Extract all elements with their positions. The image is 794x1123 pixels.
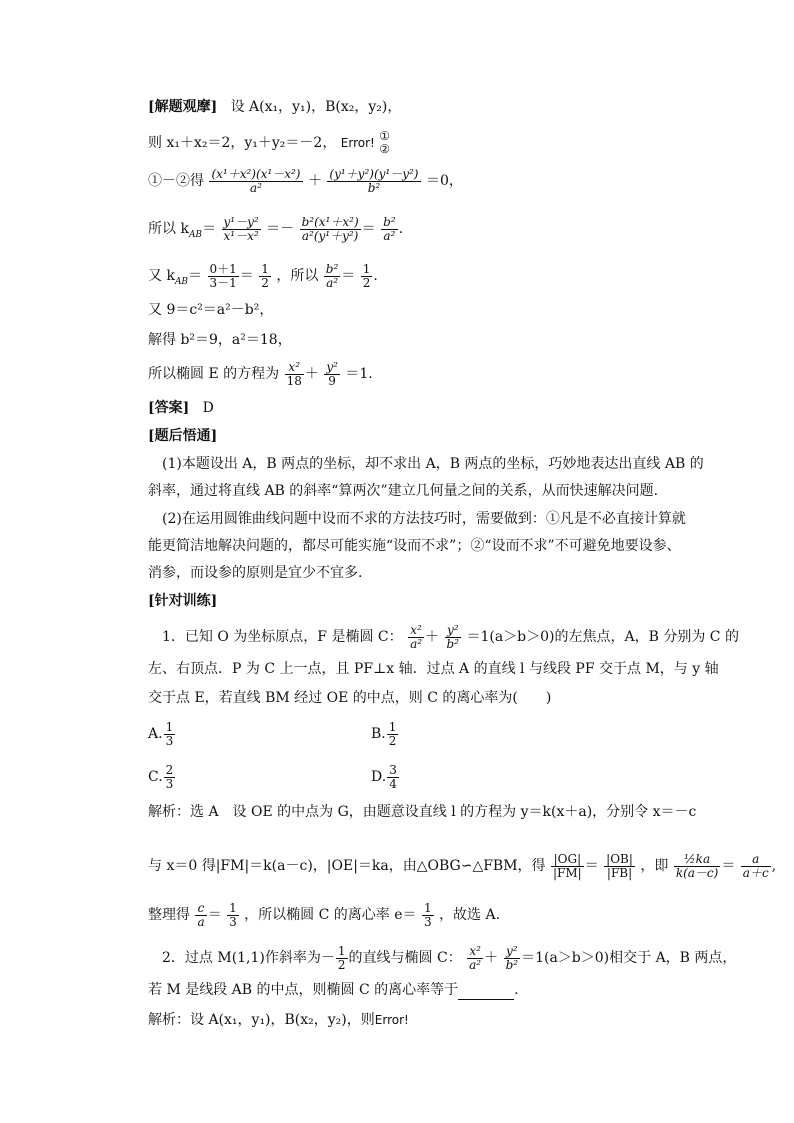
ellipse-line: 所以椭圆 E 的方程为 $\frac{\text{x²}}{18}$ ＋ $\frac{\text{y²}}{9}$ ＝1. — [148, 360, 373, 388]
q2-text-end: . — [514, 982, 519, 998]
kab-end: . — [398, 221, 404, 238]
circle-stack — [379, 130, 390, 156]
kab-fraction-1: $\frac{\text{y¹－y²}}{\text{x¹－x²}}$ — [223, 215, 259, 243]
q1-sol-text-a: 与 x＝0 得|FM|＝k(a－c)，|OE|＝ka，由△OBG∽△FBM，得 — [148, 858, 546, 875]
q1-sol-fraction-6: $\frac{1}{3}$ — [229, 901, 237, 929]
again-fraction-1: $\frac{0+1}{3-1}$ — [209, 262, 237, 290]
ellipse-fraction-1: $\frac{\text{x²}}{18}$ — [286, 360, 302, 388]
kab-eq: ＝ — [202, 221, 217, 238]
answer-value: D — [202, 400, 214, 416]
fraction-1: $\frac{\text{(x¹＋x²)(x¹－x²)}}{\text{a²}}$ — [211, 167, 301, 195]
ellipse-fraction-2: $\frac{\text{y²}}{9}$ — [326, 360, 338, 388]
again-fraction-3: $\frac{\text{b²}}{\text{a²}}$ — [325, 262, 339, 290]
q1-sol-fraction-4: $\frac{a}{a+c}$ — [742, 852, 769, 880]
option-c — [148, 764, 176, 790]
practice-label: [针对训练] — [148, 593, 218, 609]
reflection-p2-line1: (2)在运用圆锥曲线问题中设而不求的方法技巧时，需要做到：①凡是不必直接计算就 — [162, 511, 686, 527]
solution-sum-line — [148, 130, 390, 156]
again-line: 又 $k_{AB}=$ $\frac{0+1}{3-1}$ ＝ $\frac{1}{2}$ ，所以 $\frac{\text{b²}}{\text{a²}}$ ＝ $\frac{1}{2}$ . — [148, 262, 378, 290]
q2-sol-text: 解析：设 A(x₁，y₁)，B(x₂，y₂)，则 — [148, 1012, 375, 1028]
ellipse-prefix: 所以椭圆 E 的方程为 — [148, 366, 280, 383]
q1-text-b: ＝1(a＞b＞0)的左焦点，A，B 分别为 C 的 — [466, 629, 739, 646]
q1-solution-line3: 整理得 $\frac{c}{a}$ ＝ $\frac{1}{3}$ ，所以椭圆 C 的离心率 e＝ $\frac{1}{3}$ ，故选 A. — [148, 901, 501, 929]
kab-mid: ＝－ — [266, 221, 295, 238]
q1-fraction-1: $\frac{\text{x²}}{\text{a²}}$ — [410, 623, 423, 651]
again-fraction-2: $\frac{1}{2}$ — [261, 262, 269, 290]
again-prefix: 又 k — [148, 268, 175, 285]
solve-line: 解得 b²＝9，a²＝18， — [148, 332, 292, 348]
q1-line3: 交于点 E，若直线 BM 经过 OE 的中点，则 C 的离心率为( ) — [148, 690, 552, 706]
q1-sol-text-b: ，即 — [640, 858, 669, 875]
reflection-p1-line1: (1)本题设出 A，B 两点的坐标，却不求出 A，B 两点的坐标，巧妙地表达出直线 AB 的 — [162, 456, 704, 472]
option-d — [371, 764, 400, 790]
answer-label: [答案] — [148, 400, 190, 416]
q1-sol-fraction-1: $\frac{|OG|}{|FM|}$ — [553, 852, 582, 880]
kab-fraction-3: $\frac{\text{b²}}{\text{a²}}$ — [383, 215, 396, 243]
q2-text-b: 的直线与椭圆 C： — [348, 950, 462, 967]
kab-prefix: 所以 k — [148, 221, 189, 238]
c-relation-line: 又 9＝c²＝a²－b²， — [148, 302, 274, 318]
answer-blank[interactable] — [458, 985, 514, 1000]
section-label-solution: [解题观摩] — [148, 99, 218, 115]
sum-text: 则 x₁＋x₂＝2，y₁＋y₂＝－2， — [148, 135, 337, 151]
q1-sol-text-d: ，所以椭圆 C 的离心率 e＝ — [244, 907, 417, 924]
q2-text-d: 若 M 是线段 AB 的中点，则椭圆 C 的离心率等于 — [148, 982, 459, 998]
q2-solution — [148, 1010, 409, 1030]
again-fraction-4: $\frac{1}{2}$ — [362, 262, 371, 290]
reflection-p2-line3: 消参，而设参的原则是宜少不宜多. — [148, 565, 363, 581]
option-b — [371, 721, 399, 747]
reflection-p1-line2: 斜率，通过将直线 AB 的斜率“算两次”建立几何量之间的关系，从而快速解决问题. — [148, 483, 659, 499]
q2-line1: 2．过点 M(1,1)作斜率为－ $\frac{1}{2}$ 的直线与椭圆 C： $\frac{\text{x²}}{\text{a²}}$ ＋ $\frac{\text{y²}}{\text{b²}}$ ＝1(a＞b＞0)相交于 A，B 两点， — [162, 944, 737, 972]
reflection-label: [题后悟通] — [148, 428, 218, 444]
subtract-line — [148, 168, 463, 194]
error-text: Error! — [340, 136, 375, 150]
option-a-label: A. — [148, 726, 163, 743]
kab-sub: AB — [188, 229, 203, 240]
q1-fraction-2: $\frac{\text{y²}}{\text{b²}}$ — [446, 623, 459, 651]
q1-text-a: 1．已知 O 为坐标原点，F 是椭圆 C： — [162, 629, 403, 646]
plus-sign: ＋ — [307, 173, 322, 190]
reflection-p2-line2: 能更简洁地解决问题的，都尽可能实施“设而不求”；②“设而不求”不可避免地要设参、 — [148, 538, 681, 554]
circle-one: ① — [379, 129, 391, 143]
q1-sol-fraction-5: $\frac{c}{a}$ — [197, 901, 205, 929]
q1-solution-line2: 与 x＝0 得|FM|＝k(a－c)，|OE|＝ka，由△OBG∽△FBM，得 $\frac{|OG|}{|FM|}$ ＝ $\frac{|OB|}{|FB|}$ ，即 $\frac{\text{½ka}}{k(a-c)}$ ＝ $\frac{a}{a+c}$ , — [148, 852, 777, 880]
q2-fraction-1: $\frac{1}{2}$ — [337, 944, 346, 972]
ellipse-end: ＝1. — [345, 366, 373, 383]
q2-sol-error: Error! — [374, 1013, 409, 1027]
kab-fraction-2: $\frac{\text{b²(x¹＋x²)}}{\text{a²(y¹＋y²)}}$ — [301, 215, 359, 243]
q2-text-c: ＝1(a＞b＞0)相交于 A，B 两点， — [521, 950, 737, 967]
fraction-2: $\frac{\text{(y¹＋y²)(y¹－y²)}}{\text{b²}}$ — [329, 167, 419, 195]
option-a-fraction: $\frac{1}{3}$ — [165, 720, 174, 748]
solution-intro: 设 A(x₁，y₁)，B(x₂，y₂)， — [230, 99, 402, 115]
q1-sol-fraction-7: $\frac{1}{3}$ — [423, 901, 432, 929]
solution-intro-line — [148, 97, 401, 117]
again-mid: ，所以 — [276, 268, 319, 285]
eq-zero: ＝0， — [425, 173, 463, 190]
q2-fraction-3: $\frac{\text{y²}}{\text{b²}}$ — [505, 944, 519, 972]
option-c-fraction: $\frac{2}{3}$ — [165, 763, 174, 791]
q2-fraction-2: $\frac{\text{x²}}{\text{a²}}$ — [469, 944, 482, 972]
subtract-prefix: ①－②得 — [148, 173, 204, 190]
q1-line2: 左、右顶点．P 为 C 上一点，且 PF⊥x 轴．过点 A 的直线 l 与线段 PF 交于点 M，与 y 轴 — [148, 661, 719, 677]
answer-line — [148, 398, 214, 418]
option-d-label: D. — [371, 769, 387, 786]
q1-sol-text-e: ，故选 A. — [439, 907, 501, 924]
kab-line: 所以 $k_{AB}=$ $\frac{\text{y¹－y²}}{\text{x¹－x²}}$ ＝－ $\frac{\text{b²(x¹＋x²)}}{\text{a²(y¹＋y²)}}$ ＝ $\frac{\text{b²}}{\text{a²}}$ . — [148, 215, 404, 243]
option-c-label: C. — [148, 769, 163, 786]
q1-sol-fraction-2: $\frac{|OB|}{|FB|}$ — [606, 852, 633, 880]
q1-line1: 1．已知 O 为坐标原点，F 是椭圆 C： $\frac{\text{x²}}{\text{a²}}$ ＋ $\frac{\text{y²}}{\text{b²}}$ ＝1(a＞b＞0)的左焦点，A，B 分别为 C 的 — [162, 623, 739, 651]
circle-two: ② — [379, 142, 391, 156]
option-b-label: B. — [371, 726, 386, 743]
q1-sol-text-c: 整理得 — [148, 907, 190, 924]
q1-solution-line1: 解析：选 A 设 OE 的中点为 G，由题意设直线 l 的方程为 y＝k(x＋a)，分别令 x＝－c — [148, 804, 697, 820]
option-a — [148, 721, 176, 747]
q1-sol-fraction-3: $\frac{\text{½ka}}{k(a-c)}$ — [675, 852, 719, 880]
option-b-fraction: $\frac{1}{2}$ — [388, 720, 397, 748]
q2-line2 — [148, 980, 519, 1000]
option-d-fraction: $\frac{3}{4}$ — [389, 763, 397, 791]
q2-text-a: 2．过点 M(1,1)作斜率为－ — [162, 950, 335, 967]
